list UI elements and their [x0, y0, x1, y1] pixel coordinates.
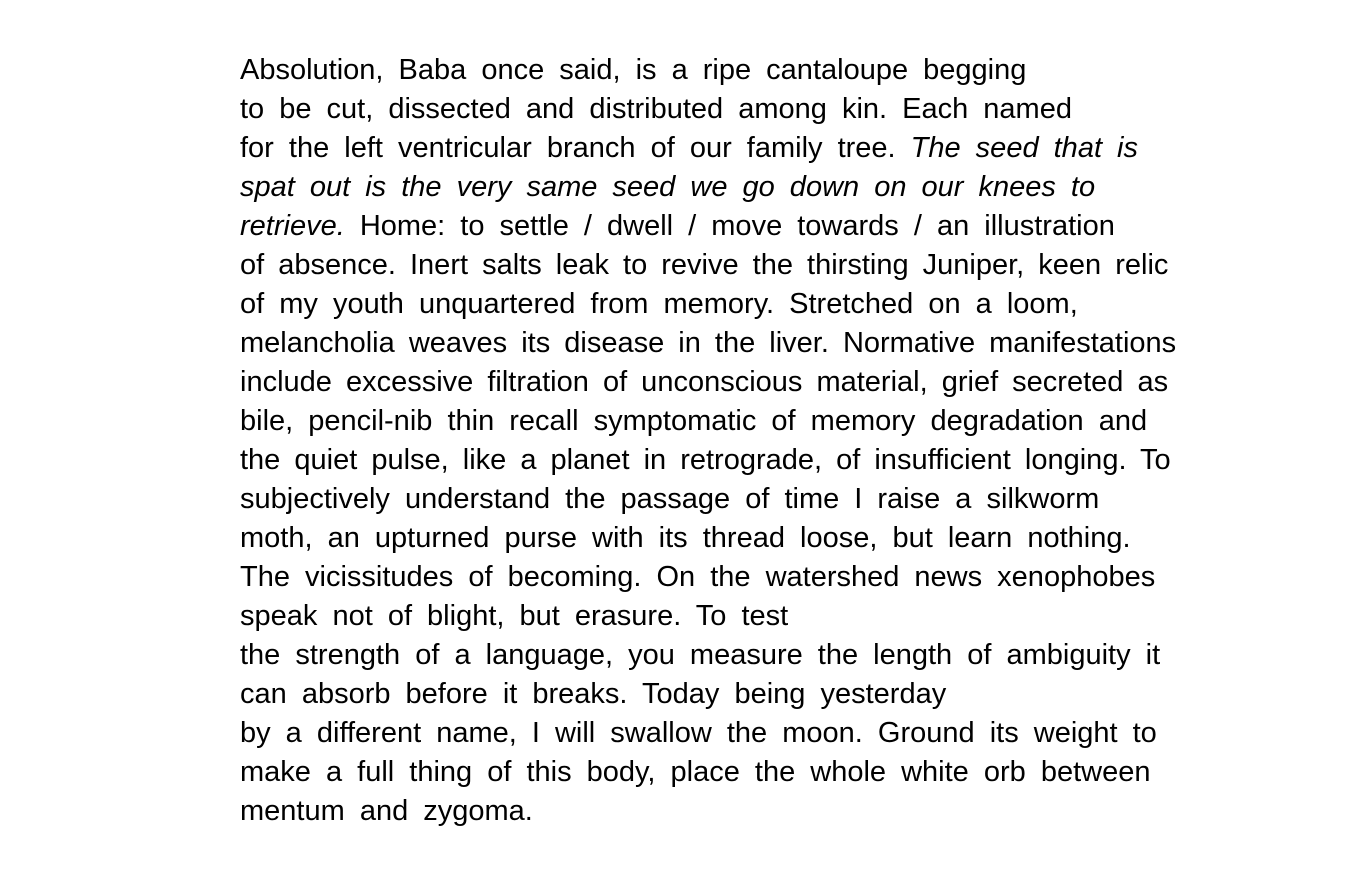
- poem-line: by a different name, I will swallow the moon. Ground its weight to: [240, 717, 1157, 749]
- poem-line: subjectively understand the passage of time I raise a silkworm: [240, 483, 1100, 515]
- poem-line: make a full thing of this body, place the whole white orb between: [240, 756, 1151, 788]
- poem-line-roman: Home: to settle / dwell / move towards / an illustration: [344, 210, 1115, 242]
- poem-line-italic: retrieve.: [240, 210, 345, 242]
- poem-line: the strength of a language, you measure the length of ambiguity it: [240, 639, 1161, 671]
- poem-line: mentum and zygoma.: [240, 795, 533, 827]
- poem-line: speak not of blight, but erasure. To test: [240, 600, 789, 632]
- poem-line: [240, 129, 1340, 168]
- poem-line-italic: The seed that is: [910, 132, 1138, 164]
- poem-line: [240, 207, 1340, 246]
- poem-line-italic: spat out is the very same seed we go down on our knees to: [240, 171, 1096, 203]
- poem-line: melancholia weaves its disease in the liver. Normative manifestations: [240, 327, 1177, 359]
- poem-line: of my youth unquartered from memory. Stretched on a loom,: [240, 288, 1078, 320]
- poem-line: can absorb before it breaks. Today being yesterday: [240, 678, 947, 710]
- poem-line: [240, 168, 1340, 207]
- poem-line: include excessive filtration of unconscious material, grief secreted as: [240, 366, 1169, 398]
- poem-line-roman: for the left ventricular branch of our family tree.: [240, 132, 911, 164]
- poem-line: moth, an upturned purse with its thread loose, but learn nothing.: [240, 522, 1131, 554]
- poem-body: [240, 51, 1340, 831]
- poem-line: of absence. Inert salts leak to revive the thirsting Juniper, keen relic: [240, 249, 1169, 281]
- poem-line: to be cut, dissected and distributed among kin. Each named: [240, 93, 1072, 125]
- poem-line: bile, pencil-nib thin recall symptomatic of memory degradation and: [240, 405, 1148, 437]
- poem-line: the quiet pulse, like a planet in retrograde, of insufficient longing. To: [240, 444, 1171, 476]
- poem-line: Absolution, Baba once said, is a ripe cantaloupe begging: [240, 54, 1027, 86]
- poem-line: The vicissitudes of becoming. On the watershed news xenophobes: [240, 561, 1156, 593]
